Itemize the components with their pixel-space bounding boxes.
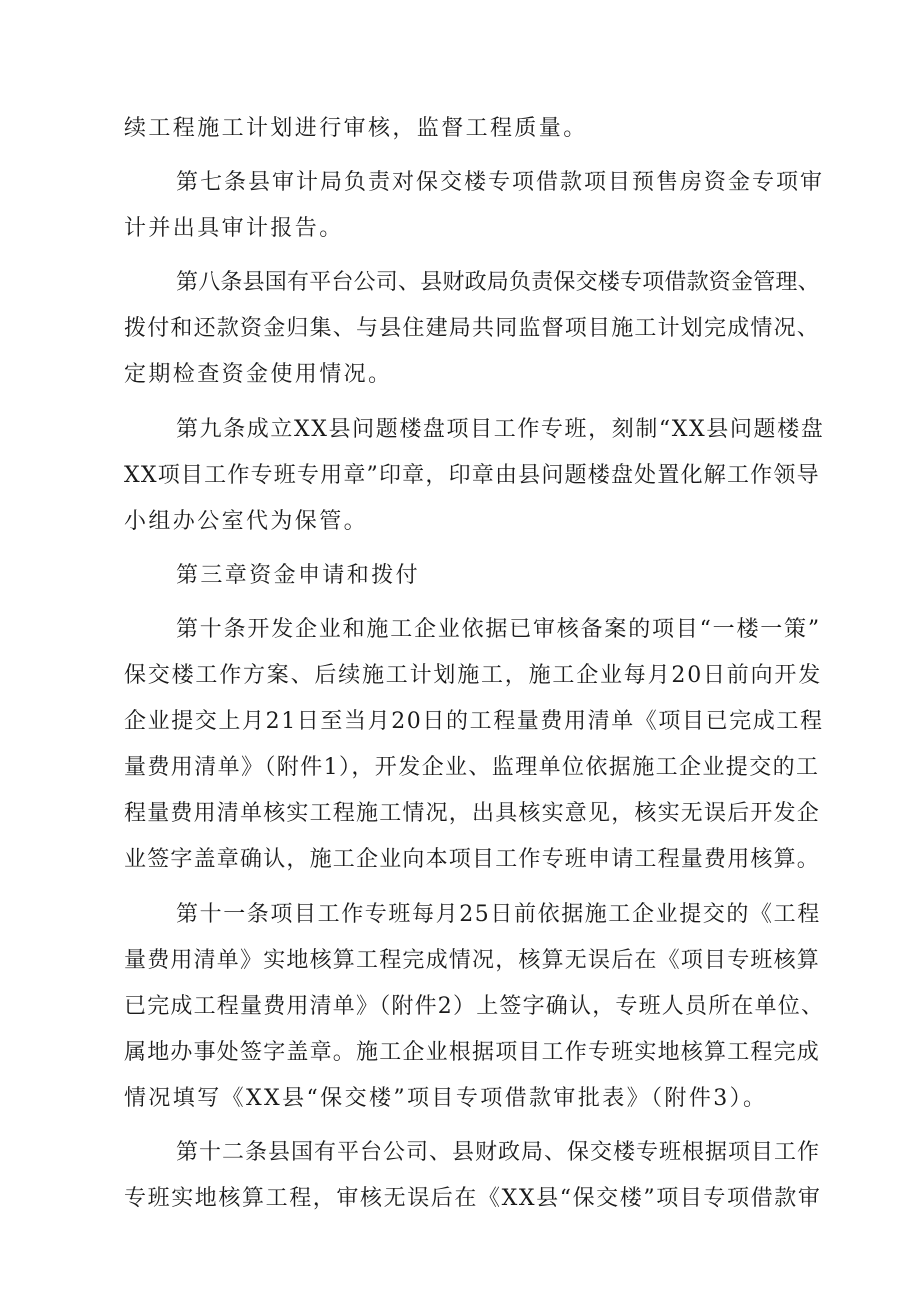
text-line: 属地办事处签字盖章。施工企业根据项目工作专班实地核算工程完成 xyxy=(124,1039,821,1065)
text-line: 第十二条县国有平台公司、县财政局、保交楼专班根据项目工作 xyxy=(176,1139,821,1165)
text-line: 已完成工程量费用清单》（附件2）上签字确认，专班人员所在单位、 xyxy=(124,993,825,1019)
text-line: 第七条县审计局负责对保交楼专项借款项目预售房资金专项审 xyxy=(176,170,825,196)
text-line: 情况填写《XX县“保交楼”项目专项借款审批表》（附件3）。 xyxy=(124,1085,768,1111)
text-line: 程量费用清单核实工程施工情况，出具核实意见，核实无误后开发企 xyxy=(124,801,821,827)
text-line: 第九条成立XX县问题楼盘项目工作专班，刻制“XX县问题楼盘 xyxy=(176,416,825,442)
text-line: 量费用清单》实地核算工程完成情况，核算无误后在《项目专班核算 xyxy=(124,947,821,973)
text-line: 量费用清单》（附件1），开发企业、监理单位依据施工企业提交的工 xyxy=(124,755,820,781)
text-line: 续工程施工计划进行审核，监督工程质量。 xyxy=(124,116,588,141)
text-line: 第十一条项目工作专班每月25日前依据施工企业提交的《工程 xyxy=(176,901,821,927)
text-line: XX项目工作专班专用章”印章，印章由县问题楼盘处置化解工作领导 xyxy=(124,462,820,488)
text-line: 专班实地核算工程，审核无误后在《XX县“保交楼”项目专项借款审 xyxy=(124,1186,822,1212)
text-line: 小组办公室代为保管。 xyxy=(124,508,369,534)
text-line: 业签字盖章确认，施工企业向本项目工作专班申请工程量费用核算。 xyxy=(124,847,821,873)
text-line: 拨付和还款资金归集、与县住建局共同监督项目施工计划完成情况、 xyxy=(124,316,821,342)
text-line: 第三章资金申请和拨付 xyxy=(176,562,421,588)
text-line: 企业提交上月21日至当月20日的工程量费用清单《项目已完成工程 xyxy=(124,709,824,735)
text-line: 计并出具审计报告。 xyxy=(124,216,344,242)
text-line: 第八条县国有平台公司、县财政局负责保交楼专项借款资金管理、 xyxy=(176,270,820,296)
text-line: 保交楼工作方案、后续施工计划施工，施工企业每月20日前向开发 xyxy=(124,663,822,689)
text-line: 定期检查资金使用情况。 xyxy=(124,362,393,388)
text-line: 第十条开发企业和施工企业依据已审核备案的项目“一楼一策” xyxy=(176,616,821,642)
document-body xyxy=(124,106,824,1222)
